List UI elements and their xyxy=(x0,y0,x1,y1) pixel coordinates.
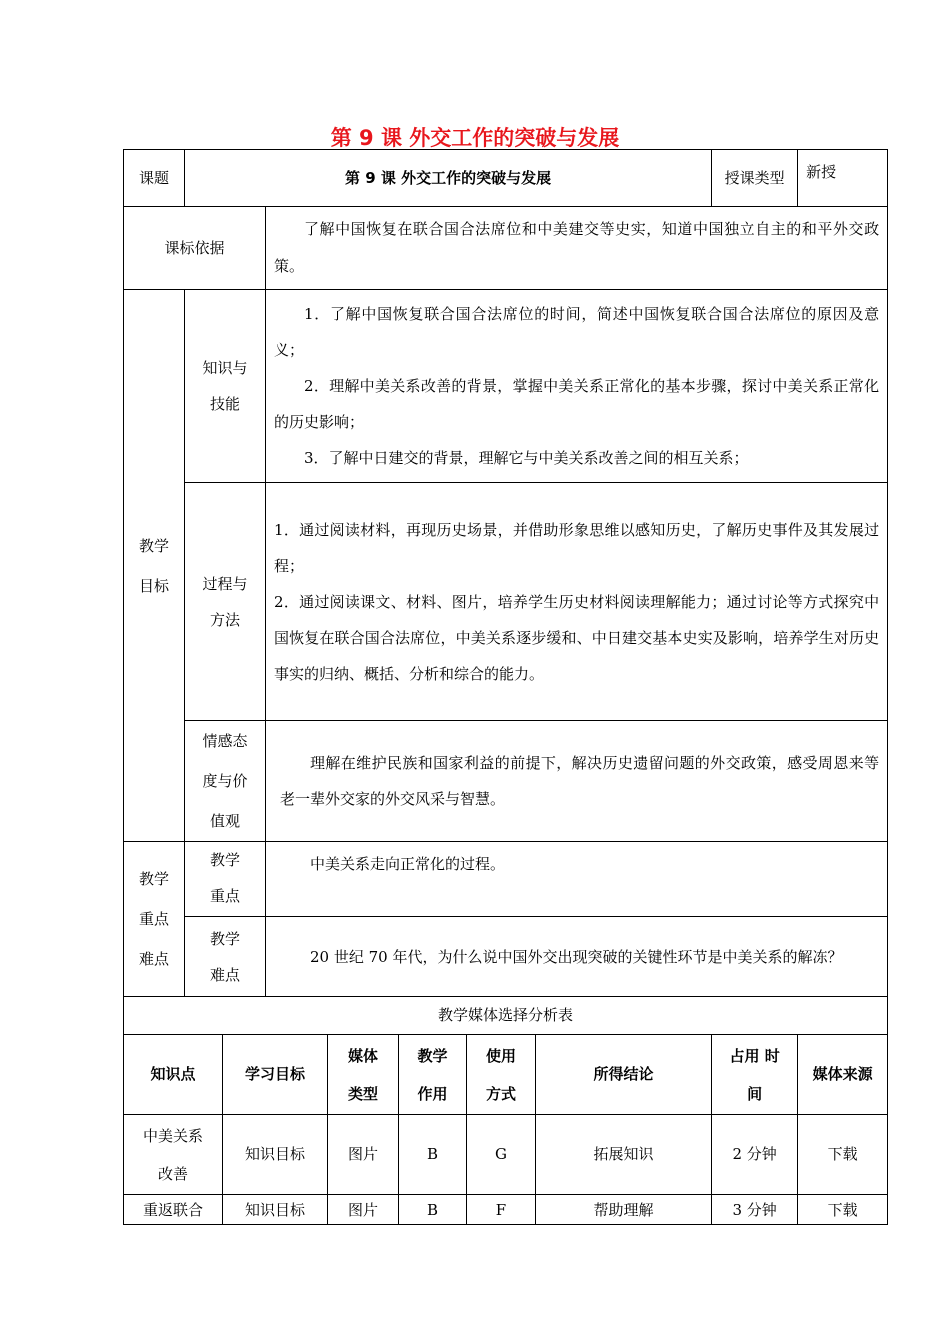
process-content xyxy=(266,483,888,721)
objectives-label xyxy=(124,290,185,842)
table-cell: 图片 xyxy=(328,1115,399,1195)
emotion-label: 情感态度与价值观 xyxy=(185,721,266,842)
knowledge-item: 3．了解中日建交的背景，理解它与中美关系改善之间的相互关系； xyxy=(304,449,749,467)
focus-label: 教学重点 xyxy=(185,842,266,917)
knowledge-item: 2．理解中美关系改善的背景，掌握中美关系正常化的基本步骤，探讨中美关系正常化的历史影响； xyxy=(274,377,880,431)
objectives-label-text: 教学目标 xyxy=(138,536,169,595)
basis-text: 了解中国恢复在联合国合法席位和中美建交等史实，知道中国独立自主的和平外交政策。 xyxy=(266,207,888,290)
lesson-type-label: 授课类型 xyxy=(712,150,798,207)
knowledge-content xyxy=(266,290,888,483)
emotion-text: 理解在维护民族和国家利益的前提下，解决历史遗留问题的外交政策，感受周恩来等老一辈外交家的外交风采与智慧。 xyxy=(280,754,880,808)
process-item: 2．通过阅读课文、材料、图片，培养学生历史材料阅读理解能力；通过讨论等方式探究中国恢复在联合国合法席位，中美关系逐步缓和、中日建交基本史实及影响，培养学生对历史事实的归纳、概括、分析和综合的能力。 xyxy=(274,592,880,683)
lesson-type-value: 新授 xyxy=(798,150,888,207)
process-item: 1．通过阅读材料，再现历史场景，并借助形象思维以感知历史，了解历史事件及其发展过程； xyxy=(274,520,880,575)
table-row xyxy=(124,1195,888,1225)
table-cell: F xyxy=(467,1195,536,1225)
table-cell: 拓展知识 xyxy=(536,1115,712,1195)
header-cell: 学习目标 xyxy=(223,1035,328,1115)
table-cell: 帮助理解 xyxy=(536,1195,712,1225)
header-cell: 媒体类型 xyxy=(328,1035,399,1115)
table-row xyxy=(124,1115,888,1195)
keypoints-label: 教学重点难点 xyxy=(124,842,185,997)
knowledge-item: 1．了解中国恢复联合国合法席位的时间，简述中国恢复联合国合法席位的原因及意义； xyxy=(274,305,880,359)
header-cell: 占用 时间 xyxy=(712,1035,798,1115)
table-cell: 下载 xyxy=(798,1115,888,1195)
table-cell: 2 分钟 xyxy=(712,1115,798,1195)
header-cell: 所得结论 xyxy=(536,1035,712,1115)
table-cell: 下载 xyxy=(798,1195,888,1225)
topic-label: 课题 xyxy=(124,150,185,207)
table-cell: G xyxy=(467,1115,536,1195)
table-cell: B xyxy=(399,1115,467,1195)
media-table-caption: 教学媒体选择分析表 xyxy=(124,997,888,1035)
header-cell: 知识点 xyxy=(124,1035,223,1115)
lesson-plan-table xyxy=(123,149,888,1225)
table-cell: 重返联合 xyxy=(124,1195,223,1225)
topic-value: 第 9 课 外交工作的突破与发展 xyxy=(185,150,712,207)
table-cell: 知识目标 xyxy=(223,1195,328,1225)
header-cell: 使用方式 xyxy=(467,1035,536,1115)
table-cell: B xyxy=(399,1195,467,1225)
header-cell: 媒体来源 xyxy=(798,1035,888,1115)
header-cell: 教学作用 xyxy=(399,1035,467,1115)
table-cell: 图片 xyxy=(328,1195,399,1225)
difficulty-label: 教学难点 xyxy=(185,917,266,997)
focus-text: 中美关系走向正常化的过程。 xyxy=(310,855,506,873)
table-cell: 中美关系改善 xyxy=(124,1115,223,1195)
difficulty-text: 20 世纪 70 年代，为什么说中国外交出现突破的关键性环节是中美关系的解冻？ xyxy=(310,947,843,966)
table-cell: 知识目标 xyxy=(223,1115,328,1195)
basis-label: 课标依据 xyxy=(124,207,266,290)
process-label: 过程与方法 xyxy=(185,483,266,721)
knowledge-label: 知识与技能 xyxy=(185,290,266,483)
table-cell: 3 分钟 xyxy=(712,1195,798,1225)
document-title: 第 9 课 外交工作的突破与发展 xyxy=(330,126,620,150)
